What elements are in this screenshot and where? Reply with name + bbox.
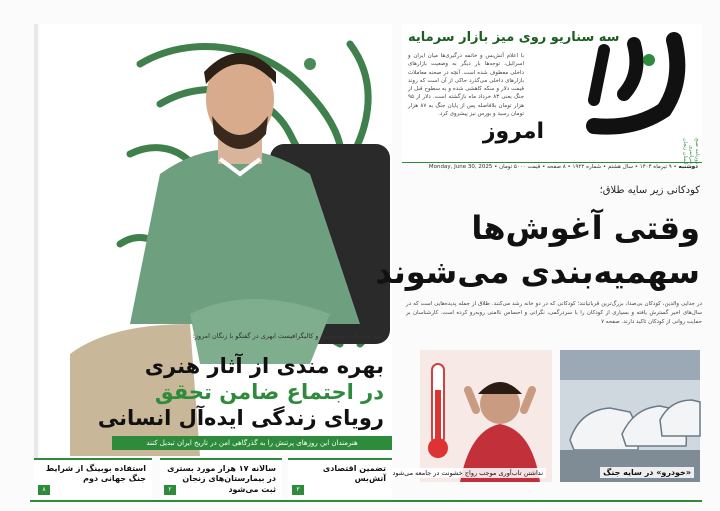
feature-caption: رحیم دودانگه خوشنویس و کالیگرافیست ابهری در گفتگو با زنگان امروز: [192, 332, 386, 340]
svg-text:امروز: امروز [482, 119, 544, 144]
masthead [402, 24, 702, 164]
feature-headline-line2: در اجتماع ضامن تحقق [154, 380, 384, 404]
dateline-date-en: Monday, June 30, 2025 [428, 164, 493, 170]
teaser-3-page: ۳ [292, 485, 304, 495]
dateline-weekday: دوشنبه [678, 164, 698, 170]
feature-strip: هنرمندان این روزهای پرتنش را به گذرگاهی امن در تاریخ ایران تبدیل کنند [112, 436, 392, 450]
teaser-2-title: سالانه ۱۷ هزار مورد بستری در بیمارستان‌های زنجان ثبت می‌شود [167, 464, 276, 494]
bottom-rule [30, 500, 702, 502]
teaser-1[interactable] [34, 458, 152, 498]
feature-section [40, 24, 392, 456]
story-body: در جدایی والدین، کودکان بی‌صدا، بزرگ‌ترین قربانیانند؛ کودکانی که در دو خانه رشد می‌کنند. طلاق از جمله پدیده‌هایی است که در سال‌های اخیر گسترش یافته و بسیاری از کودکان را با سردرگمی، نگرانی و احساس ناامنی روبه‌رو کرده است. کارشناسان بر حمایت روانی از کودکان تاکید دارند. صفحه ۷ [406, 301, 702, 325]
teaser-1-title: استفاده بوبینگ از شرایط جنگ جهانی دوم [45, 464, 146, 484]
teaser-1-page: ۸ [38, 485, 50, 495]
masthead-subtitle[interactable]: سه سناریو روی میز بازار سرمایه [408, 30, 620, 45]
story-title-line2[interactable]: سهمیه‌بندی می‌شوند [375, 253, 700, 291]
teaser-3[interactable] [288, 458, 392, 498]
photo-car-factory[interactable] [560, 350, 700, 482]
teaser-3-title: تضمین اقتصادی آتش‌بس [322, 464, 386, 484]
thermometer-illustration [420, 350, 552, 482]
story-kicker: کودکانی زیر سایه طلاق؛ [599, 185, 700, 196]
masthead-tagline: روزنامه صبح سراسری استان زنجان [682, 137, 700, 164]
photo-heat-stress[interactable] [392, 350, 552, 482]
dateline-details: سال هشتم • شماره ۱۹۲۲ • ۸ صفحه • قیمت ۵۰۰۰ تومان [499, 164, 633, 170]
feature-headline-line1: بهره مندی از آثار هنری [144, 354, 384, 378]
dateline: دوشنبه • ۹ تیرماه ۱۴۰۴ • سال هشتم • شماره ۱۹۲۲ • ۸ صفحه • قیمت ۵۰۰۰ تومان • Monday, June 30, 2025 [402, 162, 702, 171]
photo-right-caption: «خودرو» در سایه جنگ [600, 467, 694, 478]
teaser-2[interactable] [160, 458, 282, 498]
masthead-summary: با اعلام آتش‌بس و خاتمه درگیری‌ها میان ایران و اسرائیل، توجه‌ها بار دیگر به وضعیت بازارهای داخلی معطوف شده است. آنچه در صحنه معاملات بازارهای داخلی می‌گذرد حاکی از آن است که روند قیمت دلار و سکه کاهشی شده و به سطوح قبل از جنگ یعنی ۸۳ خرداد ماه بازگشته است. دلار از ۹۵ هزار تومان بلافاصله پس از پایان جنگ به ۸۷ هزار تومان رسید و بورس نیز پیشروی کرد. [408, 53, 524, 117]
teaser-2-page: ۲ [164, 485, 176, 495]
car-production-line [560, 350, 700, 482]
page-edge [34, 24, 38, 494]
feature-headline-line3: رویای زندگی ایده‌آل انسانی [97, 406, 384, 430]
photo-left-caption: نداشتن تاب‌آوری موجب رواج خشونت در جامعه می‌شود [389, 468, 546, 478]
story-title-line1[interactable]: وقتی آغوش‌ها [471, 209, 700, 247]
dateline-date-fa: ۹ تیرماه ۱۴۰۴ [639, 164, 672, 170]
